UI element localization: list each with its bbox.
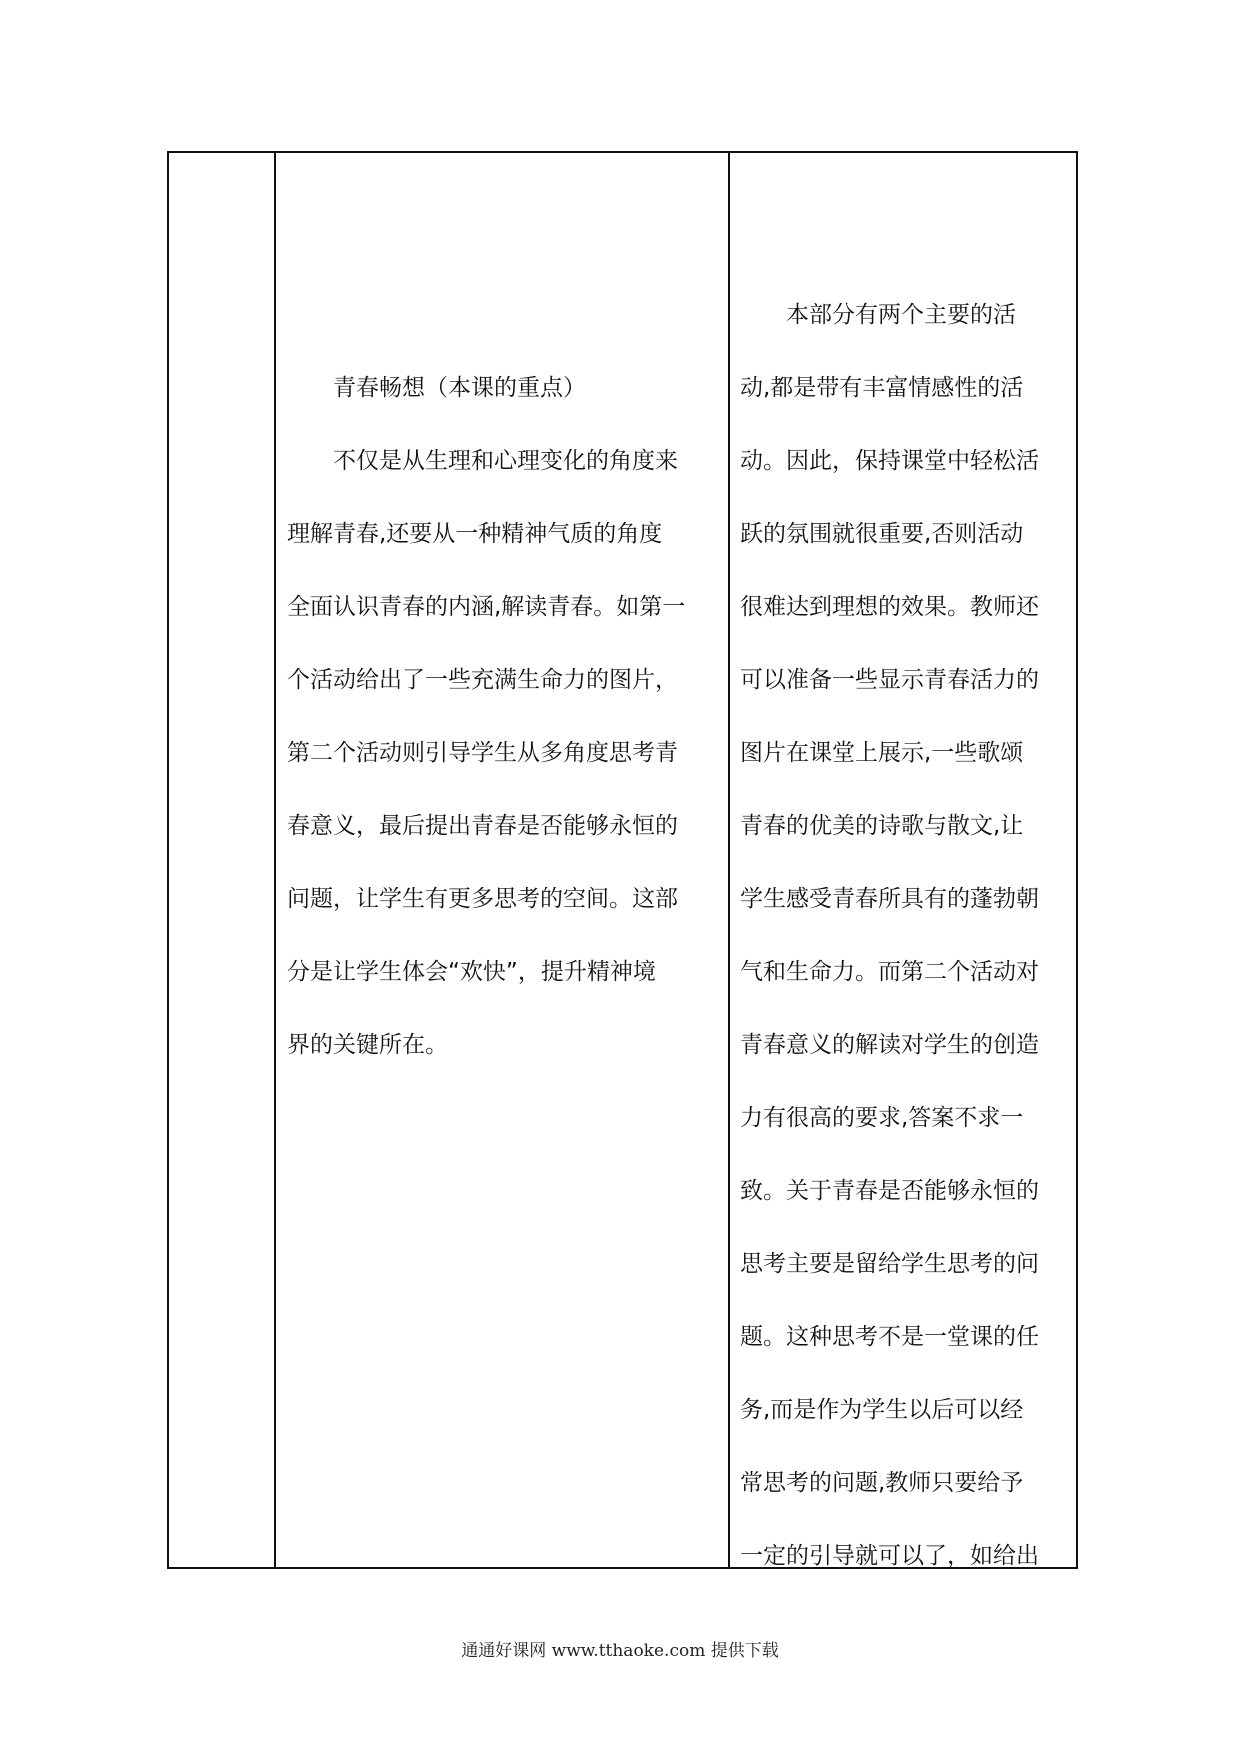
column-divider-left <box>274 153 276 1567</box>
notes-line: 青春的优美的诗歌与散文,让 <box>740 813 1024 839</box>
content-line: 问题，让学生有更多思考的空间。这部 <box>287 886 678 912</box>
content-line: 界的关键所在。 <box>287 1032 448 1058</box>
notes-line: 可以准备一些显示青春活力的 <box>740 667 1039 693</box>
content-cell <box>287 352 719 1082</box>
notes-line: 学生感受青春所具有的蓬勃朝 <box>740 886 1039 912</box>
content-line: 分是让学生体会“欢快”，提升精神境 <box>287 959 656 985</box>
content-line: 个活动给出了一些充满生命力的图片， <box>287 667 678 693</box>
notes-paragraph <box>740 279 1070 1593</box>
notes-line: 动。因此，保持课堂中轻松活 <box>740 448 1039 474</box>
notes-line: 动,都是带有丰富情感性的活 <box>740 375 1024 401</box>
content-paragraph <box>287 425 719 1082</box>
notes-line: 务,而是作为学生以后可以经 <box>740 1397 1024 1423</box>
notes-line: 思考主要是留给学生思考的问 <box>740 1251 1039 1277</box>
content-line: 理解青春,还要从一种精神气质的角度 <box>287 521 663 547</box>
notes-line: 致。关于青春是否能够永恒的 <box>740 1178 1039 1204</box>
notes-line: 图片在课堂上展示,一些歌颂 <box>740 740 1024 766</box>
page-footer: 通通好课网 www.tthaoke.com 提供下载 <box>461 1641 779 1661</box>
notes-line: 一定的引导就可以了，如给出 <box>740 1543 1039 1569</box>
notes-line: 青春意义的解读对学生的创造 <box>740 1032 1039 1058</box>
section-heading: 青春畅想（本课的重点） <box>333 375 586 401</box>
notes-line: 气和生命力。而第二个活动对 <box>740 959 1039 985</box>
content-line: 春意义，最后提出青春是否能够永恒的 <box>287 813 678 839</box>
notes-line: 常思考的问题,教师只要给予 <box>740 1470 1024 1496</box>
content-line: 全面认识青春的内涵,解读青春。如第一 <box>287 594 686 620</box>
notes-line: 很难达到理想的效果。教师还 <box>740 594 1039 620</box>
notes-cell <box>740 279 1070 1593</box>
notes-line: 力有很高的要求,答案不求一 <box>740 1105 1024 1131</box>
lesson-table <box>167 151 1078 1569</box>
notes-line: 本部分有两个主要的活 <box>786 302 1016 328</box>
notes-line: 题。这种思考不是一堂课的任 <box>740 1324 1039 1350</box>
content-line: 第二个活动则引导学生从多角度思考青 <box>287 740 678 766</box>
content-line: 不仅是从生理和心理变化的角度来 <box>333 448 678 474</box>
column-divider-right <box>728 153 730 1567</box>
notes-line: 跃的氛围就很重要,否则活动 <box>740 521 1024 547</box>
